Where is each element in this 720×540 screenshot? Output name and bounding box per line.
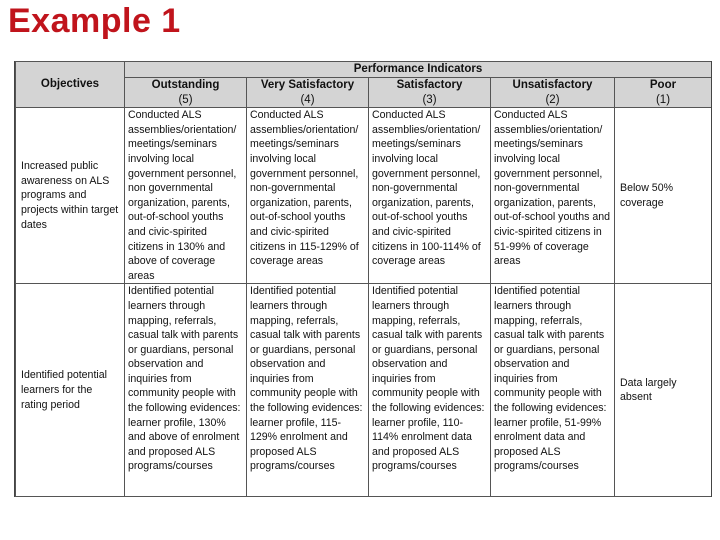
level-score: (1) [655, 93, 671, 106]
indicator-cell-very-satisfactory: Identified potential learners through mapping, referrals, casual talk with parents or guardians, personal observation and inquiries from community people with the following evidences: learner profile, 115-129% enrolment and proposed ALS programs/courses [247, 284, 369, 497]
indicator-cell-outstanding: Identified potential learners through mapping, referrals, casual talk with parents or guardians, personal observation and inquiries from community people with the following evidences: learner profile, 130% and above of enrolment and proposed ALS programs/courses [125, 284, 247, 497]
level-header-poor [615, 78, 712, 108]
objectives-header: Objectives [16, 62, 125, 108]
level-header-outstanding [125, 78, 247, 108]
performance-indicators-header: Performance Indicators [125, 62, 712, 78]
level-label: Satisfactory [396, 79, 463, 91]
level-header-satisfactory [369, 78, 491, 108]
indicator-cell-satisfactory: Conducted ALS assemblies/orientation/ meetings/seminars involving local government personnel, non-governmental organization, parents, out-of-school youths and civic-spirited citizens in 100-114% of coverage areas [369, 108, 491, 284]
indicator-cell-poor: Data largely absent [615, 284, 712, 497]
indicator-cell-very-satisfactory: Conducted ALS assemblies/orientation/ meetings/seminars involving local government personnel, non-governmental organization, parents, out-of-school youths and civic-spirited citizens in 115-129% of coverage areas [247, 108, 369, 284]
table-row [16, 284, 712, 497]
indicator-cell-outstanding: Conducted ALS assemblies/orientation/ meetings/seminars involving local government personnel, non governmental organization, parents, out-of-school youths and civic-spirited citizens in 130% and above of coverage areas [125, 108, 247, 284]
performance-indicators-table [15, 61, 712, 497]
level-header-unsatisfactory [491, 78, 615, 108]
level-label: Outstanding [151, 79, 220, 91]
indicator-cell-unsatisfactory: Identified potential learners through mapping, referrals, casual talk with parents or guardians, personal observation and inquiries from community people with the following evidences: learner profile, 51-99% enrolment data and proposed ALS programs/courses [491, 284, 615, 497]
level-score: (3) [422, 93, 437, 106]
table-row [16, 108, 712, 284]
indicator-cell-poor: Below 50% coverage [615, 108, 712, 284]
level-score: (4) [300, 93, 315, 106]
objective-cell: Increased public awareness on ALS programs and projects within target dates [16, 108, 125, 284]
indicator-cell-satisfactory: Identified potential learners through mapping, referrals, casual talk with parents or guardians, personal observation and inquiries from community people with the following evidences: learner profile, 110-114% enrolment data and proposed ALS programs/courses [369, 284, 491, 497]
level-score: (2) [545, 93, 560, 106]
objective-cell: Identified potential learners for the rating period [16, 284, 125, 497]
header-row-top [16, 62, 712, 78]
slide-title: Example 1 [8, 2, 181, 40]
level-label: Poor [649, 79, 677, 91]
level-score: (5) [178, 93, 193, 106]
level-header-very-satisfactory [247, 78, 369, 108]
level-label: Very Satisfactory [260, 79, 355, 91]
indicator-cell-unsatisfactory: Conducted ALS assemblies/orientation/ meetings/seminars involving local government personnel, non-governmental organization, parents, out-of-school youths and civic-spirited citizens in 51-99% of coverage areas [491, 108, 615, 284]
level-label: Unsatisfactory [512, 79, 593, 91]
performance-table-container [14, 61, 712, 497]
